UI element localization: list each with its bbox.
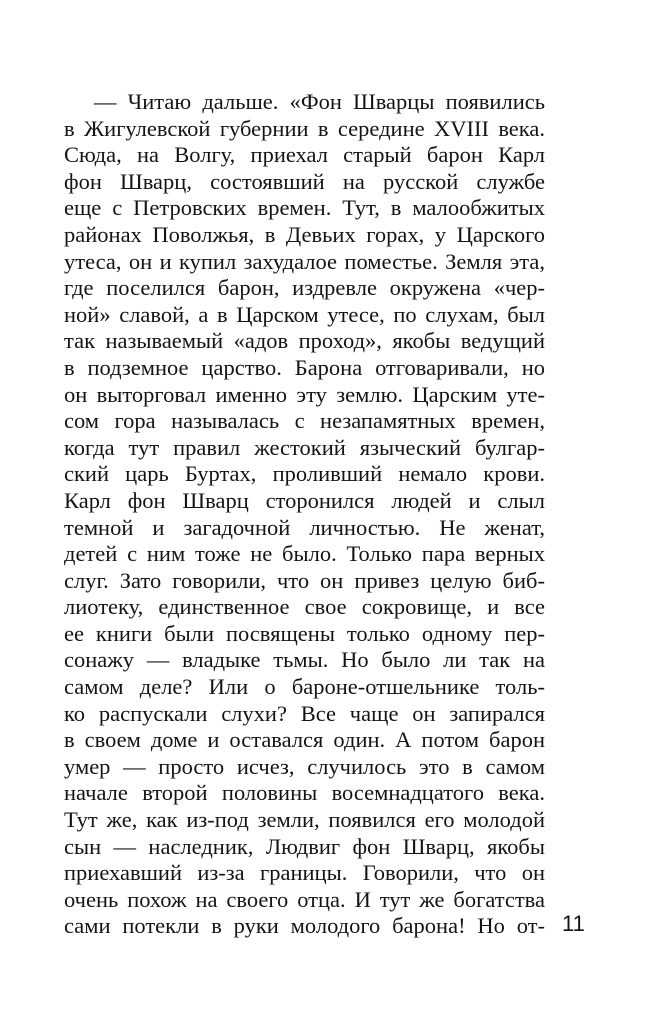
text-line: ее книги были посвящены только одному пер-	[64, 620, 545, 646]
text-line: самом деле? Или о бароне-отшельнике толь-	[64, 674, 545, 700]
text-line: сами потекли в руки молодого барона! Но от-	[64, 913, 545, 939]
text-line: — Читаю дальше. «Фон Шварцы появились	[94, 89, 545, 114]
text-line: так называемый «адов проход», якобы ведущий	[64, 328, 545, 354]
text-line: утеса, он и купил захудалое поместье. Земля эта,	[64, 248, 545, 274]
text-line: детей с ним тоже не было. Только пара верных	[64, 541, 545, 567]
text-line: в Жигулевской губернии в середине XVIII века.	[64, 115, 545, 141]
text-line: еще с Петровских времен. Тут, в малообжитых	[64, 195, 545, 221]
text-line: темной и загадочной личностью. Не женат,	[64, 514, 545, 540]
text-line: в своем доме и оставался один. А потом барон	[64, 727, 545, 753]
text-line: где поселился барон, издревле окружена «чер-	[64, 275, 545, 301]
text-line: лиотеку, единственное свое сокровище, и все	[64, 594, 545, 620]
text-line: начале второй половины восемнадцатого века.	[64, 780, 545, 806]
text-line: очень похож на своего отца. И тут же богатства	[64, 886, 545, 912]
text-line: когда тут правил жестокий языческий булгар-	[64, 434, 545, 460]
text-line: сонажу — владыке тьмы. Но было ли так на	[64, 647, 545, 673]
text-line: сын — наследник, Людвиг фон Шварц, якобы	[64, 833, 545, 859]
text-line: в подземное царство. Барона отговаривали, но	[64, 354, 545, 380]
body-text	[64, 89, 545, 940]
text-line: Сюда, на Волгу, приехал старый барон Карл	[64, 142, 545, 168]
text-line: фон Шварц, состоявший на русской службе	[64, 168, 545, 194]
text-line: районах Поволжья, в Девьих горах, у Царского	[64, 221, 545, 247]
text-line: ский царь Буртах, проливший немало крови.	[64, 461, 545, 487]
text-line: слуг. Зато говорили, что он привез целую биб-	[64, 567, 545, 593]
text-line: он выторговал именно эту землю. Царским уте-	[64, 381, 545, 407]
text-line: ной» славой, а в Царском утесе, по слухам, был	[64, 301, 545, 327]
text-line: приехавший из-за границы. Говорили, что он	[64, 860, 545, 886]
text-line: ко распускали слухи? Все чаще он запирался	[64, 700, 545, 726]
text-line: Карл фон Шварц сторонился людей и слыл	[64, 487, 545, 513]
text-line: сом гора называлась с незапамятных времен,	[64, 408, 545, 434]
text-line: умер — просто исчез, случилось это в самом	[64, 753, 545, 779]
page-number: 11	[562, 911, 585, 936]
text-line: Тут же, как из-под земли, появился его молодой	[64, 807, 545, 833]
